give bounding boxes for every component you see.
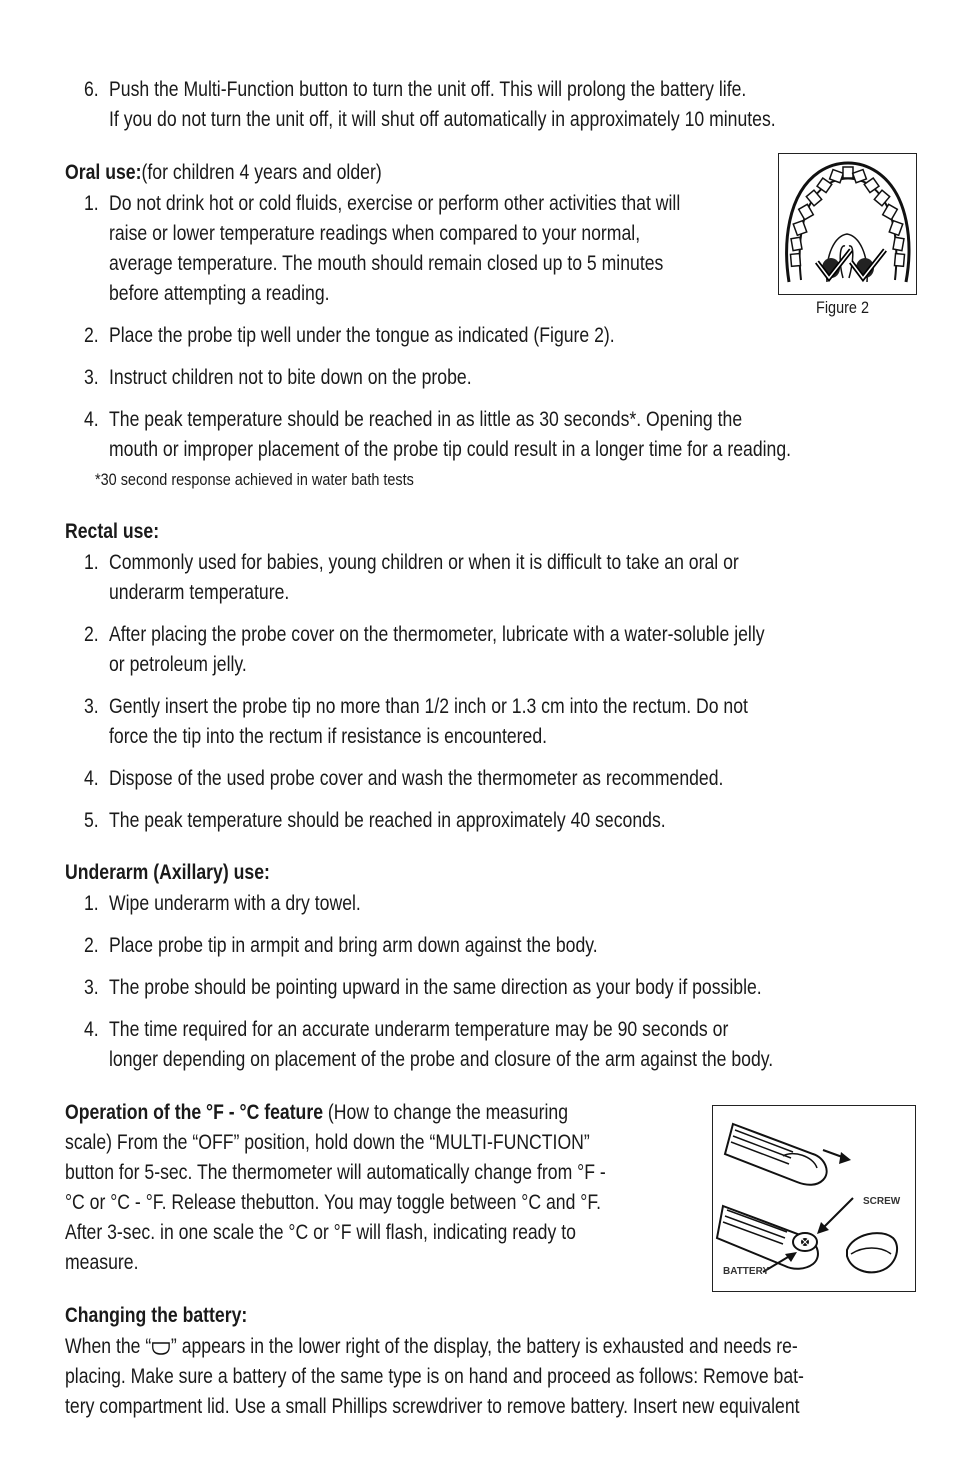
scale-line3: button for 5-sec. The thermometer will automatically change from °F -	[65, 1160, 606, 1184]
step6-line1: Push the Multi-Function button to turn the unit off. This will prolong the battery life.	[109, 77, 747, 101]
underarm-item3-line1: The probe should be pointing upward in the same direction as your body if possible.	[109, 975, 762, 999]
scale-line5: After 3-sec. in one scale the °C or °F will flash, indicating ready to	[65, 1220, 576, 1244]
list-number: 3.	[84, 365, 99, 389]
scale-heading: Operation of the °F - °C feature	[65, 1100, 324, 1124]
scale-line6: measure.	[65, 1250, 139, 1274]
figure-2-mouth-illustration	[778, 153, 917, 295]
scale-line1	[65, 1097, 568, 1127]
rectal-item5-line1: The peak temperature should be reached in approximately 40 seconds.	[109, 808, 666, 832]
rectal-item1-line2: underarm temperature.	[109, 580, 290, 604]
battery-line1	[65, 1331, 798, 1361]
battery-line1-a: When the “	[65, 1334, 152, 1358]
thermometer-battery-icon	[713, 1106, 915, 1291]
oral-subheading: (for children 4 years and older)	[141, 161, 382, 184]
list-number: 3.	[84, 975, 99, 999]
list-number: 4.	[84, 766, 99, 790]
oral-footnote: *30 second response achieved in water bath tests	[95, 470, 414, 489]
rectal-item1-line1: Commonly used for babies, young children or when it is difficult to take an oral or	[109, 550, 739, 574]
underarm-item4-line1: The time required for an accurate underarm temperature may be 90 seconds or	[109, 1017, 729, 1041]
rectal-item3-line1: Gently insert the probe tip no more than 1/2 inch or 1.3 cm into the rectum. Do not	[109, 694, 748, 718]
underarm-item2-line1: Place probe tip in armpit and bring arm down against the body.	[109, 933, 598, 957]
battery-low-icon	[151, 1339, 171, 1355]
scale-line1-rest: (How to change the measuring	[323, 1100, 569, 1124]
figure-2-caption: Figure 2	[816, 298, 870, 317]
mouth-tongue-icon	[779, 154, 916, 294]
underarm-heading: Underarm (Axillary) use:	[65, 861, 270, 884]
rectal-item3-line2: force the tip into the rectum if resistance is encountered.	[109, 724, 548, 748]
oral-item3-line1: Instruct children not to bite down on the probe.	[109, 365, 472, 389]
oral-item1-line4: before attempting a reading.	[109, 281, 330, 305]
oral-heading	[65, 158, 382, 188]
list-number: 2.	[84, 323, 99, 347]
oral-item1-line2: raise or lower temperature readings when compared to your normal,	[109, 221, 641, 245]
list-number: 4.	[84, 407, 99, 431]
oral-item2-line1: Place the probe tip well under the tongue as indicated (Figure 2).	[109, 323, 615, 347]
rectal-item2-line1: After placing the probe cover on the thermometer, lubricate with a water-soluble jelly	[109, 622, 765, 646]
list-number: 5.	[84, 808, 99, 832]
list-number: 2.	[84, 622, 99, 646]
battery-line1-b: ” appears in the lower right of the display, the battery is exhausted and needs re-	[170, 1334, 798, 1358]
underarm-item1-line1: Wipe underarm with a dry towel.	[109, 891, 361, 915]
rectal-heading: Rectal use:	[65, 520, 160, 543]
underarm-item4-line2: longer depending on placement of the probe and closure of the arm against the body.	[109, 1047, 774, 1071]
list-number: 1.	[84, 550, 99, 574]
list-number: 1.	[84, 891, 99, 915]
oral-heading-bold: Oral use:	[65, 161, 142, 184]
scale-line2: scale) From the “OFF” position, hold down the “MULTI-FUNCTION”	[65, 1130, 590, 1154]
battery-heading: Changing the battery:	[65, 1304, 248, 1327]
list-number: 3.	[84, 694, 99, 718]
battery-line3: tery compartment lid. Use a small Phillips screwdriver to remove battery. Insert new equivalent	[65, 1394, 800, 1418]
rectal-item2-line2: or petroleum jelly.	[109, 652, 247, 676]
oral-item4-line2: mouth or improper placement of the probe tip could result in a longer time for a reading.	[109, 437, 792, 461]
oral-item1-line3: average temperature. The mouth should remain closed up to 5 minutes	[109, 251, 664, 275]
scale-line4: °C or °C - °F. Release thebutton. You may toggle between °C and °F.	[65, 1190, 602, 1214]
list-number: 6.	[84, 77, 99, 101]
list-number: 4.	[84, 1017, 99, 1041]
list-number: 2.	[84, 933, 99, 957]
screw-label: SCREW	[863, 1196, 901, 1207]
battery-label: BATTERY	[723, 1266, 770, 1277]
list-number: 1.	[84, 191, 99, 215]
oral-item4-line1: The peak temperature should be reached in as little as 30 seconds*. Opening the	[109, 407, 743, 431]
step6-line2: If you do not turn the unit off, it will shut off automatically in approximately 10 minutes.	[109, 107, 776, 131]
rectal-item4-line1: Dispose of the used probe cover and wash the thermometer as recommended.	[109, 766, 724, 790]
battery-replacement-illustration	[712, 1105, 916, 1292]
oral-item1-line1: Do not drink hot or cold fluids, exercise or perform other activities that will	[109, 191, 681, 215]
battery-line2: placing. Make sure a battery of the same type is on hand and proceed as follows: Remove bat-	[65, 1364, 804, 1388]
